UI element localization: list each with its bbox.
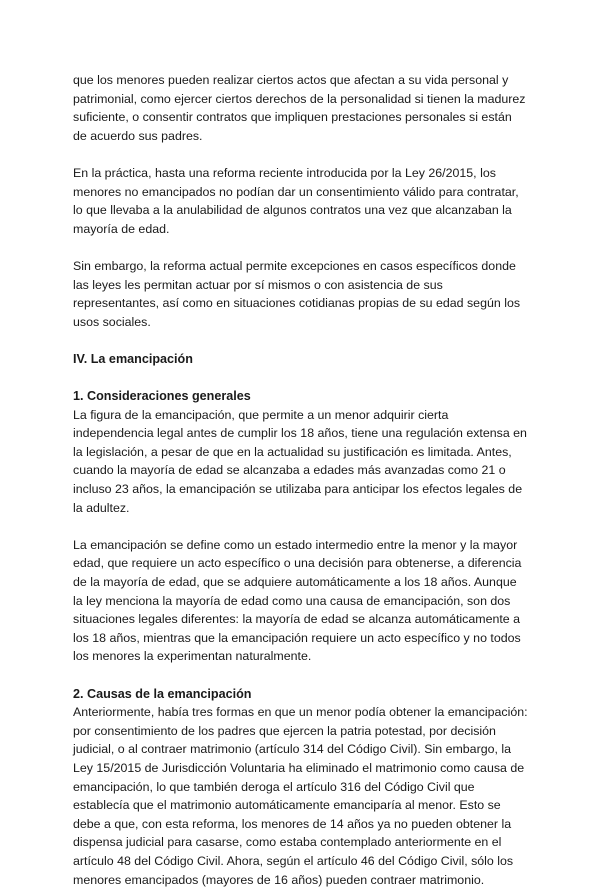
subsection-heading-general-considerations: 1. Consideraciones generales — [73, 389, 251, 404]
paragraph-exceptions: Sin embargo, la reforma actual permite excepciones en casos específicos donde las leyes les permitan actuar por sí mismos o con asistencia de sus representantes, así como en situaciones cotidianas propias de su edad según los usos sociales. — [73, 258, 521, 329]
paragraph-practice-reform: En la práctica, hasta una reforma reciente introducida por la Ley 26/2015, los menores no emancipados no podían dar un consentimiento válido para contratar, lo que llevaba a la anulabilidad de algunos contratos una vez que alcanzaban la mayoría de edad. — [73, 165, 519, 236]
paragraph-causes: Anteriormente, había tres formas en que un menor podía obtener la emancipación: por consentimiento de los padres que ejercen la patria potestad, por decisión judicial, o al contraer matrimonio (artículo 314 del Código Civil). Sin embargo, la Ley 15/2015 de Jurisdicción Voluntaria ha eliminado el matrimonio como causa de emancipación, lo que también deroga el artículo 316 del Código Civil que establecía que el matrimonio automáticamente emanciparía al menor. Esto se debe a que, con esta reforma, los menores de 14 años ya no pueden obtener la dispensa judicial para casarse, como estaba contemplado anteriormente en el artículo 48 del Código Civil. Ahora, según el artículo 46 del Código Civil, sólo los menores emancipados (mayores de 16 años) pueden contraer matrimonio. — [73, 705, 528, 887]
subsection-heading-causes: 2. Causas de la emancipación — [73, 686, 252, 701]
section-heading-emancipation: IV. La emancipación — [73, 351, 193, 366]
document-body — [73, 71, 528, 889]
paragraph-emancipation-figure: La figura de la emancipación, que permite a un menor adquirir cierta independencia legal antes de cumplir los 18 años, tiene una regulación extensa en la legislación, a pesar de que en la actualidad su justificación es limitada. Antes, cuando la mayoría de edad se alcanzaba a edades más avanzadas como 21 o incluso 23 años, la emancipación se utilizaba para anticipar los efectos legales de la adultez. — [73, 407, 527, 515]
paragraph-emancipation-definition: La emancipación se define como un estado intermedio entre la menor y la mayor edad, que requiere un acto específico o una decisión para obtenerse, a diferencia de la mayoría de edad, que se adquiere automáticamente a los 18 años. Aunque la ley menciona la mayoría de edad como una causa de emancipación, son dos situaciones legales diferentes: la mayoría de edad se alcanza automáticamente a los 18 años, mientras que la emancipación requiere un acto específico y no todos los menores la experimentan naturalmente. — [73, 537, 522, 664]
paragraph-minors-acts: que los menores pueden realizar ciertos actos que afectan a su vida personal y patrimonial, como ejercer ciertos derechos de la personalidad si tienen la madurez suficiente, o consentir contratos que impliquen prestaciones personales si están de acuerdo sus padres. — [73, 73, 526, 143]
